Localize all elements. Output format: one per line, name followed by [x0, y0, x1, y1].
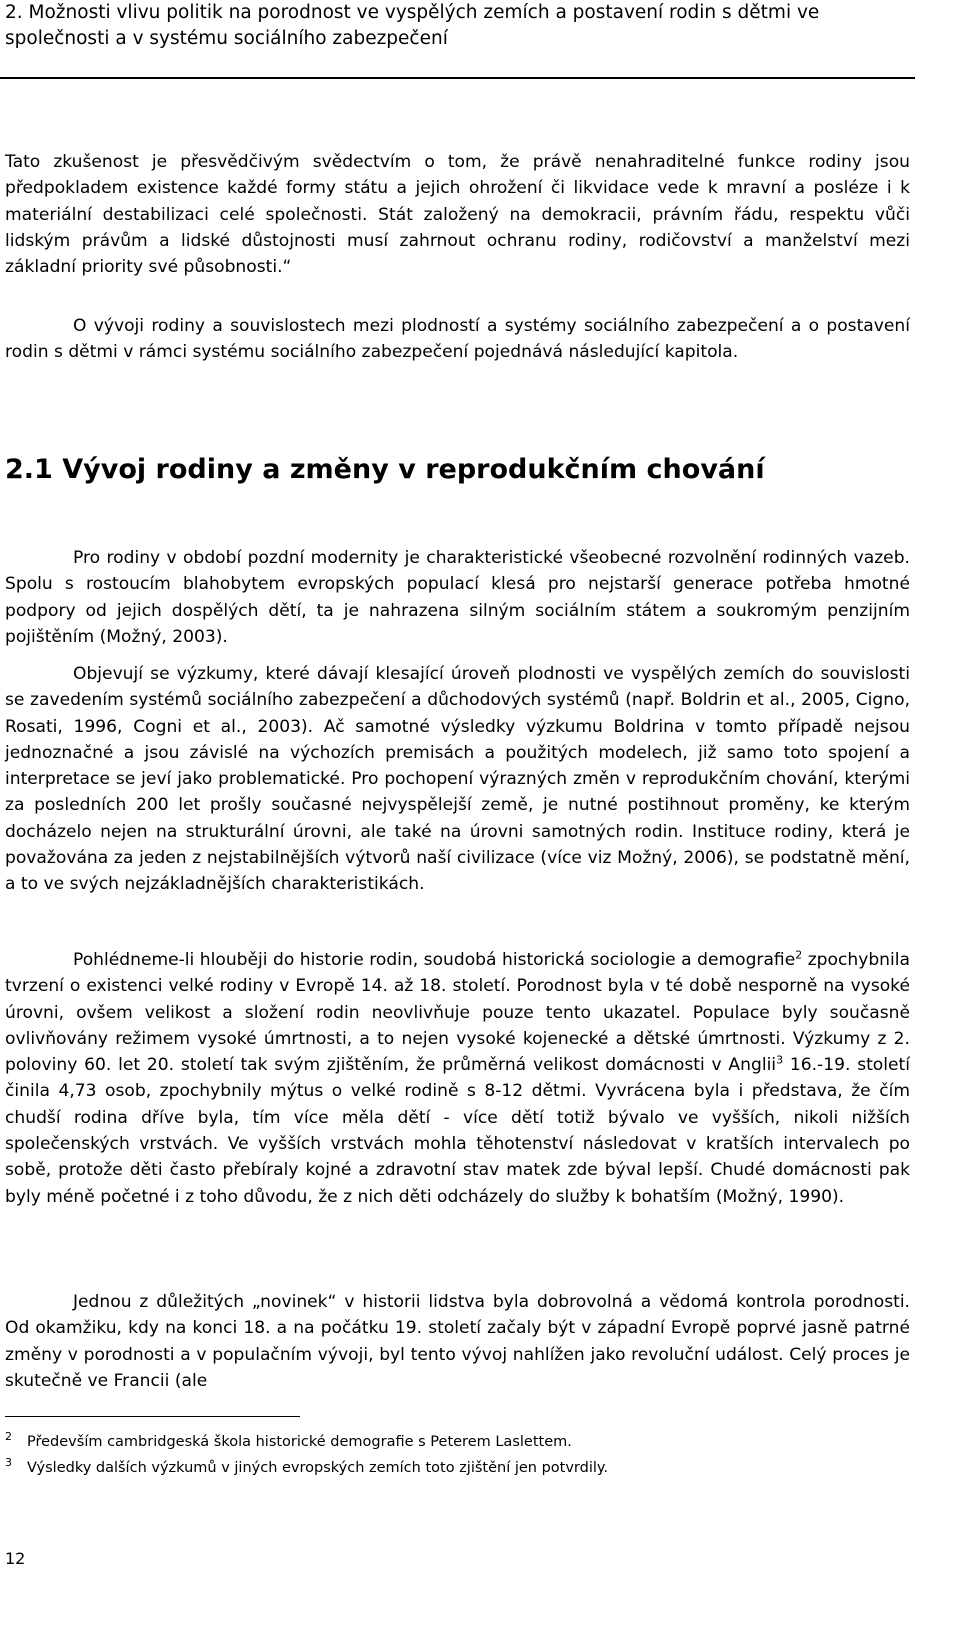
intro-paragraph: O vývoji rodiny a souvislostech mezi plodností a systémy sociálního zabezpečení a o postavení rodin s dětmi v rámci systému sociálního zabezpečení pojednává následující kapitola. — [5, 316, 910, 363]
section-heading: 2.1 Vývoj rodiny a změny v reprodukčním chování — [5, 454, 765, 485]
paragraph-text: zpochybnila tvrzení o existenci velké rodiny v Evropě 14. až 18. století. Porodnost byla v té době nesporně na vysoké úrovni, ovšem velikost a složení rodin neovlivňuje pouze tento ukazatel. Populace byly současně ovlivňovány režimem vysoké úmrtnosti, a to nejen vysoké kojenecké a dětské úmrtnosti. Výzkumy z 2. poloviny 60. let 20. století tak svým zjištěním, že průměrná velikost domácnosti v Anglii — [5, 950, 910, 1076]
title-divider — [0, 77, 915, 79]
body-paragraph: Jednou z důležitých „novinek“ v historii lidstva byla dobrovolná a vědomá kontrola porodnosti. Od okamžiku, kdy na konci 18. a na počátku 19. století začaly být v západní Evropě poprvé jasně patrné změny v porodnosti a v populačním vývoji, byl tento vývoj nahlížen jako revoluční událost. Celý proces je skutečně ve Francii (ale — [5, 1292, 910, 1391]
footnote-text: Především cambridgeská škola historické demografie s Peterem Laslettem. — [27, 1434, 572, 1450]
footnote-2: 2 Především cambridgeská škola historické demografie s Peterem Laslettem. — [5, 1430, 572, 1450]
body-paragraph: Objevují se výzkumy, které dávají klesající úroveň plodnosti ve vyspělých zemích do souvislosti se zavedením systémů sociálního zabezpečení a důchodových systémů (např. Boldrin et al., 2005, Cigno, Rosati, 1996, Cogni et al., 2003). Ač samotné výsledky výzkumu Boldrina v tomto případě nejsou jednoznačné a jsou závislé na výchozích premisách a použitých modelech, již samo toto spojení a interpretace se jeví jako problematické. Pro pochopení výrazných změn v reprodukčním chování, kterými za posledních 200 let prošly současné nejvyspělejší země, je nutné postihnout proměny, ke kterým docházelo nejen na strukturální úrovni, ale také na úrovni samotných rodin. Instituce rodiny, která je považována za jeden z nejstabilnějších výtvorů naší civilizace (více viz Možný, 2006), se podstatně mění, a to ve svých nejzákladnějších charakteristikách. — [5, 664, 910, 895]
footnote-3: 3 Výsledky dalších výzkumů v jiných evropských zemích toto zjištění jen potvrdily. — [5, 1456, 609, 1476]
body-paragraph: Pro rodiny v období pozdní modernity je charakteristické všeobecné rozvolnění rodinných vazeb. Spolu s rostoucím blahobytem evropských populací klesá pro nejstarší generace potřeba hmotné podpory od jejich dospělých dětí, ta je nahrazena silným sociálním státem a soukromým penzijním pojištěním (Možný, 2003). — [5, 548, 910, 647]
footnote-ref-3[interactable]: 3 — [776, 1053, 784, 1067]
footnote-text: Výsledky dalších výzkumů v jiných evropských zemích toto zjištění jen potvrdily. — [27, 1460, 609, 1476]
body-paragraph — [5, 947, 910, 1210]
chapter-title: 2. Možnosti vlivu politik na porodnost ve vyspělých zemích a postavení rodin s dětmi ve společnosti a v systému sociálního zabezpečení — [5, 2, 820, 49]
intro-paragraph: Tato zkušenost je přesvědčivým svědectvím o tom, že právě nenahraditelné funkce rodiny jsou předpokladem existence každé formy státu a jejich ohrožení či likvidace vede k mravní a posléze i k materiální destabilizaci celé společnosti. Stát založený na demokracii, právním řádu, respektu vůči lidským právům a lidské důstojnosti musí zahrnout ochranu rodiny, rodičovství a manželství mezi základní priority své působnosti.“ — [5, 152, 910, 278]
footnote-ref-2[interactable]: 2 — [795, 948, 803, 962]
footnote-divider — [5, 1416, 300, 1417]
page-number: 12 — [5, 1549, 26, 1568]
paragraph-text: 16.-19. století činila 4,73 osob, zpochybnily mýtus o velké rodině s 8-12 dětmi. Vyvrácena byla i představa, že čím chudší rodina dříve byla, tím více měla dětí - více dětí totiž bývalo ve vyšších, nikoli nižších společenských vrstvách. Ve vyšších vrstvách mohla těhotenství následovat v kratších intervalech po sobě, protože děti často přebíraly kojné a zdravotní stav matek zde býval lepší. Chudé domácnosti pak byly méně početné i z toho důvodu, že z nich děti odcházely do služby k bohatším (Možný, 1990). — [5, 1055, 910, 1207]
paragraph-text: Pohlédneme-li hlouběji do historie rodin, soudobá historická sociologie a demografie — [73, 950, 796, 970]
